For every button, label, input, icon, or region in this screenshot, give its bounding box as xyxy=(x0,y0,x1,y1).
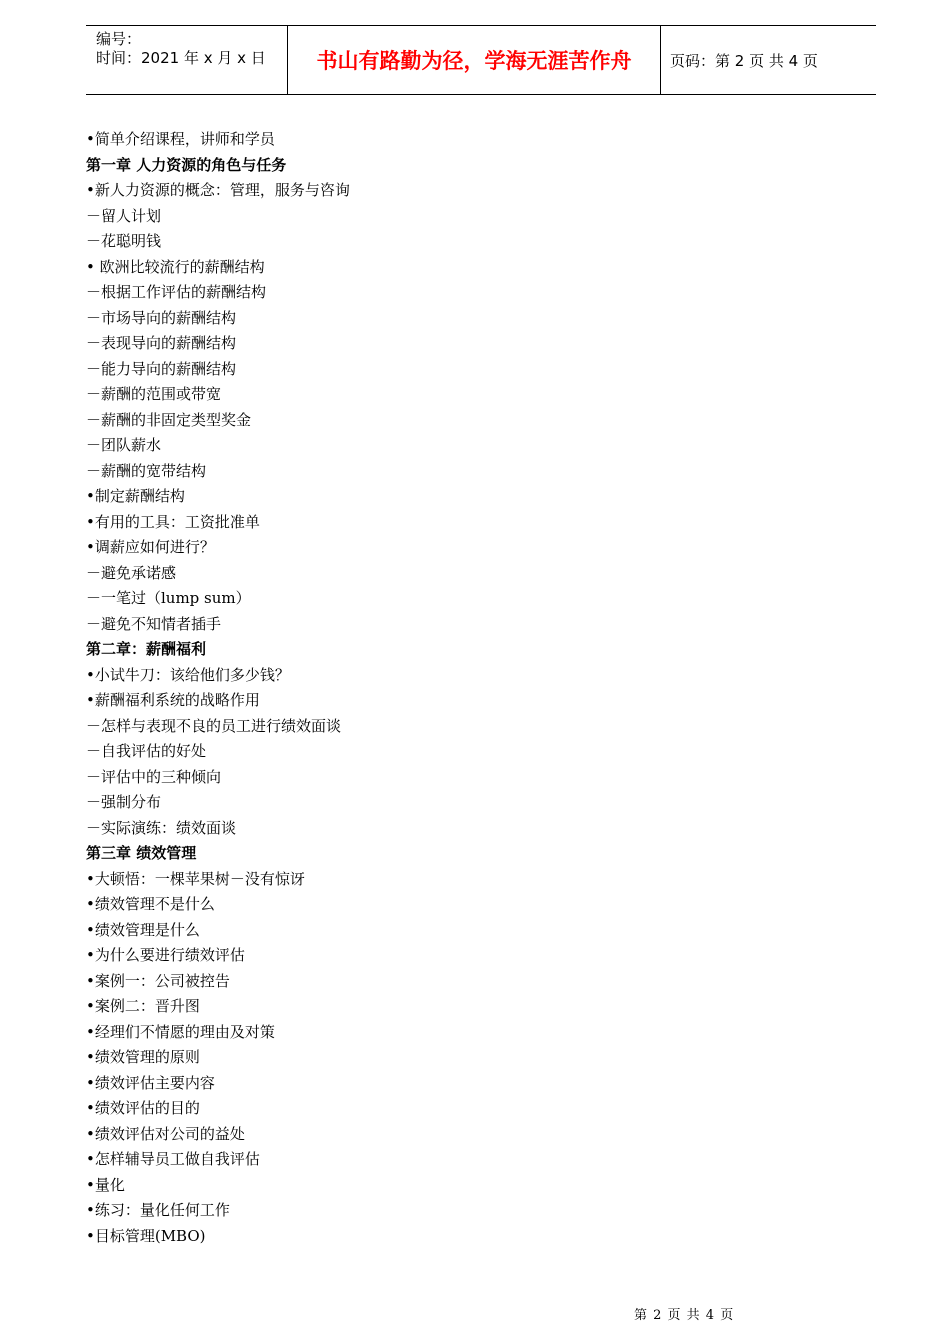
list-item: •绩效管理的原则 xyxy=(86,1048,200,1066)
list-item: －能力导向的薪酬结构 xyxy=(86,359,237,378)
chapter-heading: 第二章：薪酬福利 xyxy=(86,640,207,658)
list-item: •简单介绍课程，讲师和学员 xyxy=(86,130,275,148)
list-item: •新人力资源的概念：管理，服务与咨询 xyxy=(86,181,350,199)
list-item: －强制分布 xyxy=(86,793,162,811)
list-item: －留人计划 xyxy=(86,206,162,225)
list-item: －实际演练：绩效面谈 xyxy=(86,818,237,837)
list-item: －避免不知情者插手 xyxy=(86,614,222,633)
list-item: －一笔过（lump sum） xyxy=(86,589,251,607)
motto: 书山有路勤为径，学海无涯苦作舟 xyxy=(287,26,661,94)
list-item: －评估中的三种倾向 xyxy=(86,767,222,786)
list-item: •薪酬福利系统的战略作用 xyxy=(86,691,260,709)
list-item: •绩效管理不是什么 xyxy=(86,895,215,913)
list-item: •调薪应如何进行？ xyxy=(86,538,215,556)
list-item: －薪酬的非固定类型奖金 xyxy=(86,410,252,429)
list-item: •量化 xyxy=(86,1175,125,1194)
page-header xyxy=(86,25,876,95)
list-item: －花聪明钱 xyxy=(86,232,162,250)
list-item: •大顿悟：一棵苹果树－没有惊讶 xyxy=(86,869,305,888)
chapter-heading: 第一章 人力资源的角色与任务 xyxy=(86,155,287,174)
list-item: •绩效管理是什么 xyxy=(86,920,200,939)
number-label: 编号： xyxy=(96,30,142,48)
list-item: •目标管理(MBO) xyxy=(86,1226,206,1245)
chapter-heading: 第三章 绩效管理 xyxy=(86,844,197,862)
list-item: •绩效评估主要内容 xyxy=(86,1073,215,1092)
list-item: －薪酬的宽带结构 xyxy=(86,461,207,480)
list-item: －薪酬的范围或带宽 xyxy=(86,385,222,403)
list-item: •练习：量化任何工作 xyxy=(86,1201,230,1219)
list-item: •制定薪酬结构 xyxy=(86,487,185,505)
page-footer: 第 2 页 共 4 页 xyxy=(634,1308,735,1323)
list-item: • 欧洲比较流行的薪酬结构 xyxy=(86,257,265,276)
list-item: •绩效评估对公司的益处 xyxy=(86,1124,245,1143)
time-label: 时间：2021 年 x 月 x 日 xyxy=(96,49,266,67)
list-item: •有用的工具：工资批准单 xyxy=(86,512,260,531)
header-info-cell xyxy=(86,26,287,94)
list-item: •绩效评估的目的 xyxy=(86,1099,200,1117)
list-item: －团队薪水 xyxy=(86,436,162,454)
list-item: －市场导向的薪酬结构 xyxy=(86,308,237,327)
list-item: －自我评估的好处 xyxy=(86,742,207,760)
list-item: •怎样辅导员工做自我评估 xyxy=(86,1150,260,1168)
list-item: •小试牛刀：该给他们多少钱？ xyxy=(86,665,290,684)
list-item: －表现导向的薪酬结构 xyxy=(86,334,237,352)
list-item: －怎样与表现不良的员工进行绩效面谈 xyxy=(86,716,342,735)
list-item: －根据工作评估的薪酬结构 xyxy=(86,283,267,301)
list-item: •为什么要进行绩效评估 xyxy=(86,946,245,964)
list-item: －避免承诺感 xyxy=(86,563,177,582)
list-item: •案例二：晋升图 xyxy=(86,997,200,1015)
page-number-label: 页码：第 2 页 共 4 页 xyxy=(670,51,818,70)
list-item: •案例一：公司被控告 xyxy=(86,971,230,990)
document-body xyxy=(86,127,866,1249)
list-item: •经理们不情愿的理由及对策 xyxy=(86,1022,275,1041)
